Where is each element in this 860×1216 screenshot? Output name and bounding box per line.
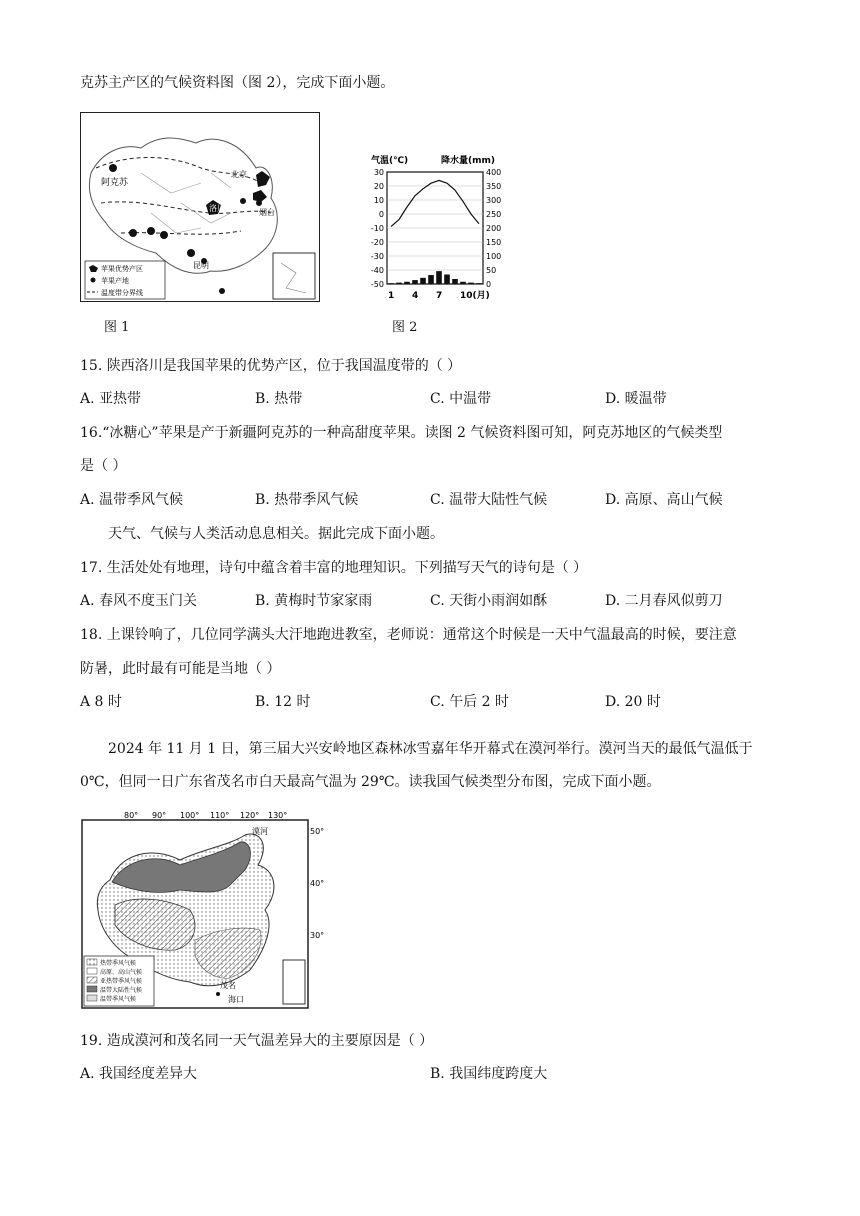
precip-bar xyxy=(476,283,482,284)
label-haikou: 海口 xyxy=(228,995,244,1004)
precip-bar xyxy=(452,279,458,284)
climate-map-svg xyxy=(80,810,332,1010)
q16-stem-line2: 是（ ） xyxy=(80,458,127,474)
right-tick-label: 300 xyxy=(486,196,502,205)
right-tick-label: 150 xyxy=(486,238,502,247)
climate-chart-svg xyxy=(355,150,515,310)
q18-stem-line2: 防暑，此时最有可能是当地（ ） xyxy=(80,661,281,677)
precip-bar xyxy=(404,282,410,284)
q15-option-d[interactable]: D. 暖温带 xyxy=(605,391,667,407)
lon-120: 120° xyxy=(240,811,260,820)
left-tick-label: 10 xyxy=(373,196,384,205)
precip-bar xyxy=(420,278,426,284)
intro-3-line1: 2024 年 11 月 1 日，第三届大兴安岭地区森林冰雪嘉年华开幕式在漠河举行。漠河当天的最低气温低于 xyxy=(108,741,753,757)
q18-option-d[interactable]: D. 20 时 xyxy=(605,694,661,710)
right-tick-label: 250 xyxy=(486,210,502,219)
left-tick-label: -40 xyxy=(370,266,384,275)
precip-bar xyxy=(388,283,394,284)
precip-bar xyxy=(444,274,450,284)
left-axis-title: 气温(℃) xyxy=(371,156,409,166)
legend-producer: 苹果产地 xyxy=(101,277,129,285)
x-tick-label: 10(月) xyxy=(460,291,490,301)
q18-option-c[interactable]: C. 午后 2 时 xyxy=(430,694,509,710)
china-map-graphic xyxy=(81,113,319,301)
label-beijing: 北京 xyxy=(231,170,247,179)
right-tick-label: 400 xyxy=(486,168,502,177)
left-tick-label: 0 xyxy=(378,210,384,219)
label-akesu: 阿克苏 xyxy=(101,178,129,188)
lon-100: 100° xyxy=(180,811,200,820)
q15-option-a[interactable]: A. 亚热带 xyxy=(80,391,142,407)
lon-110: 110° xyxy=(210,811,230,820)
precip-bar xyxy=(396,283,402,284)
figure-1-caption: 图 1 xyxy=(104,320,130,335)
legend-continental: 温带大陆性气候 xyxy=(100,987,143,994)
left-tick-label: 30 xyxy=(373,168,384,177)
legend-subtropical: 亚热带季风气候 xyxy=(100,978,143,985)
q18-option-b[interactable]: B. 12 时 xyxy=(255,694,311,710)
figure-2-caption: 图 2 xyxy=(392,320,418,335)
right-axis-title: 降水量(mm) xyxy=(441,156,495,166)
lat-40: 40° xyxy=(310,879,325,888)
label-kunming: 昆明 xyxy=(193,261,209,270)
left-tick-label: -20 xyxy=(370,238,384,247)
q16-option-b[interactable]: B. 热带季风气候 xyxy=(255,492,359,508)
label-mohe: 漠河 xyxy=(252,827,268,836)
x-tick-label: 4 xyxy=(412,291,419,301)
legend-temperate-monsoon: 温带季风气候 xyxy=(100,996,137,1003)
q19-option-a[interactable]: A. 我国经度差异大 xyxy=(80,1066,198,1082)
precip-bar xyxy=(428,275,434,284)
lon-80: 80° xyxy=(124,811,139,820)
q19-stem: 19. 造成漠河和茂名同一天气温差异大的主要原因是（ ） xyxy=(80,1033,434,1049)
precip-bar xyxy=(468,283,474,284)
q17-stem: 17. 生活处处有地理，诗句中蕴含着丰富的地理知识。下列描写天气的诗句是（ ） xyxy=(80,560,588,576)
figure-3-climate-map xyxy=(80,810,332,1010)
q15-option-b[interactable]: B. 热带 xyxy=(255,391,303,407)
right-tick-label: 350 xyxy=(486,182,502,191)
right-tick-label: 0 xyxy=(486,280,492,289)
legend-boundary: 温度带分界线 xyxy=(101,289,143,297)
intro-3-line2: 0℃，但同一日广东省茂名市白天最高气温为 29℃。读我国气候类型分布图，完成下面小题。 xyxy=(80,774,661,790)
label-luochuan: 洛川 xyxy=(209,204,225,213)
intro-text: 克苏主产区的气候资料图（图 2），完成下面小题。 xyxy=(80,75,395,91)
lon-90: 90° xyxy=(152,811,167,820)
left-tick-label: -30 xyxy=(370,252,384,261)
label-yantai: 烟台 xyxy=(259,208,275,217)
lat-50: 50° xyxy=(310,827,325,836)
left-tick-label: -50 xyxy=(370,280,384,289)
lon-130: 130° xyxy=(268,811,288,820)
left-tick-label: -10 xyxy=(370,224,384,233)
right-tick-label: 200 xyxy=(486,224,502,233)
q17-option-c[interactable]: C. 天街小雨润如酥 xyxy=(430,593,548,609)
x-tick-label: 1 xyxy=(388,291,395,301)
q17-option-a[interactable]: A. 春风不度玉门关 xyxy=(80,593,198,609)
figure-2-climate-chart xyxy=(355,150,515,310)
lat-30: 30° xyxy=(310,931,325,940)
q15-stem: 15. 陕西洛川是我国苹果的优势产区，位于我国温度带的（ ） xyxy=(80,358,462,374)
right-tick-label: 100 xyxy=(486,252,502,261)
q17-option-d[interactable]: D. 二月春风似剪刀 xyxy=(605,593,723,609)
q18-stem-line1: 18. 上课铃响了，几位同学满头大汗地跑进教室，老师说：通常这个时候是一天中气温最高的时候，要注意 xyxy=(80,627,737,643)
x-tick-label: 7 xyxy=(436,291,443,301)
q15-option-c[interactable]: C. 中温带 xyxy=(430,391,492,407)
intro-2: 天气、气候与人类活动息息相关。据此完成下面小题。 xyxy=(108,526,444,542)
q17-option-b[interactable]: B. 黄梅时节家家雨 xyxy=(255,593,373,609)
q16-stem-line1: 16.“冰糖心”苹果是产于新疆阿克苏的一种高甜度苹果。读图 2 气候资料图可知，阿克苏地区的气候类型 xyxy=(80,425,723,441)
q18-option-a[interactable]: A 8 时 xyxy=(80,694,122,710)
q16-option-d[interactable]: D. 高原、高山气候 xyxy=(605,492,723,508)
q16-option-a[interactable]: A. 温带季风气候 xyxy=(80,492,184,508)
precip-bar xyxy=(412,280,418,284)
temperature-line xyxy=(391,180,479,226)
figure-1-apple-map xyxy=(80,112,320,302)
legend-plateau: 高原、高山气候 xyxy=(100,969,143,976)
left-tick-label: 20 xyxy=(373,182,384,191)
q16-option-c[interactable]: C. 温带大陆性气候 xyxy=(430,492,548,508)
q19-option-b[interactable]: B. 我国纬度跨度大 xyxy=(430,1066,548,1082)
label-maoming: 茂名 xyxy=(220,981,236,990)
legend-tropical-monsoon: 热带季风气候 xyxy=(100,960,137,967)
right-tick-label: 50 xyxy=(486,266,497,275)
precip-bar xyxy=(460,282,466,284)
legend-advantage: 苹果优势产区 xyxy=(101,265,143,273)
precip-bar xyxy=(436,271,442,284)
